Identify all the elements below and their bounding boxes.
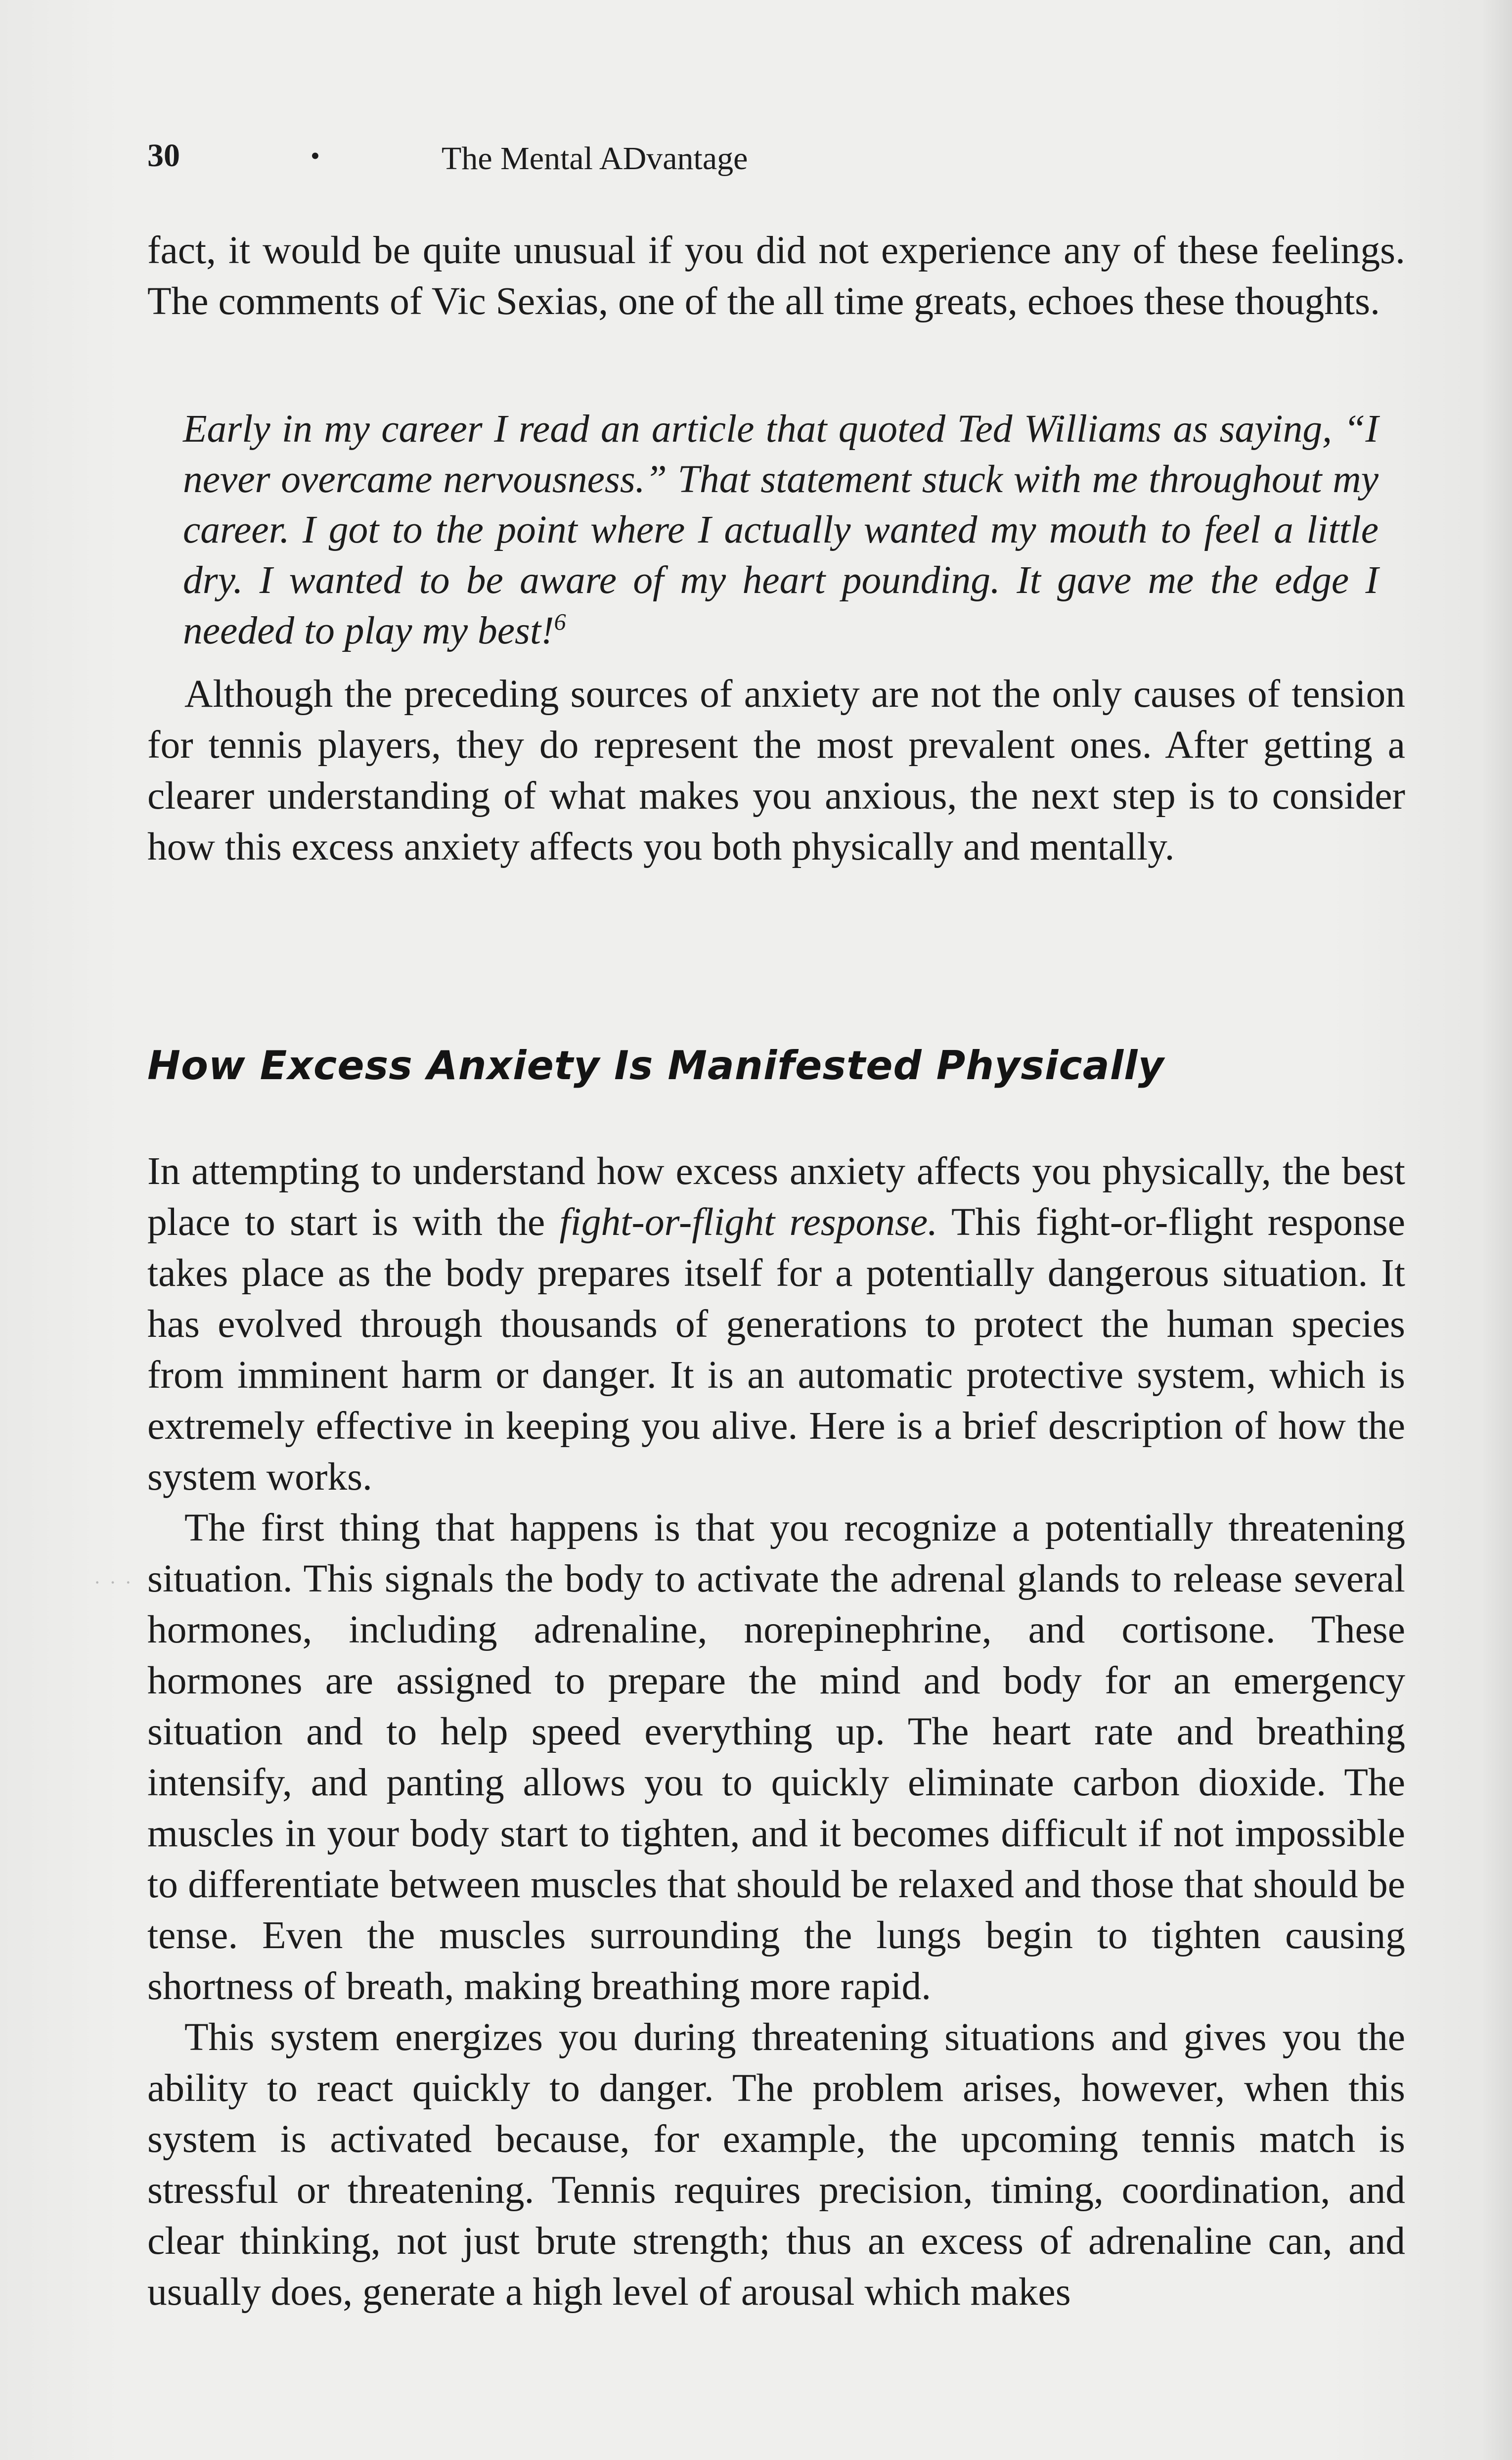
- running-head: [147, 134, 1334, 178]
- book-title: The Mental ADvantage: [442, 140, 748, 177]
- quote-text: [183, 404, 1379, 656]
- paragraph-fight-or-flight: [147, 1146, 1405, 1503]
- paragraph-text-part: In attempting to understand how excess anxiety affects you physically, the best place to start is with the: [147, 1149, 1405, 1244]
- section-heading: How Excess Anxiety Is Manifested Physically: [147, 1043, 1164, 1089]
- paragraph-text: Although the preceding sources of anxiety are not the only causes of tension for tennis players, they do represent the most prevalent ones. After getting a clearer understanding of what makes you anxious, the next step is to consider how this excess anxiety affects you both physically and mentally.: [147, 672, 1405, 868]
- quote-body: Early in my career I read an article that quoted Ted Williams as saying, “I never overcame nervousness.” That statement stuck with me throughout my career. I got to the point where I actually wanted my mouth to feel a little dry. I wanted to be aware of my heart pounding. It gave me the edge I needed to play my best!: [183, 407, 1379, 652]
- footnote-marker: 6: [554, 609, 566, 636]
- paragraph-hormones: The first thing that happens is that you recognize a potentially threatening situation. This signals the body to activate the adrenal glands to release several hormones, including adrenaline, norepinephrine, and cortisone. These hormones are assigned to prepare the mind and body for an emergency situation and to help speed everything up. The heart rate and breathing intensify, and panting allows you to quickly eliminate carbon dioxide. The muscles in your body start to tighten, and it becomes difficult if not impossible to differentiate between muscles that should be relaxed and those that should be tense. Even the muscles surrounding the lungs begin to tighten causing shortness of breath, making breathing more rapid.: [147, 1506, 1405, 2008]
- section-body: [147, 1146, 1405, 2318]
- paragraph-sources: [147, 669, 1405, 872]
- paragraph-text-part: This fight-or-flight response takes place as the body prepares itself for a potentially dangerous situation. It has evolved through thousands of generations to protect the human species from imminent harm or danger. It is an automatic protective system, which is extremely effective in keeping you alive. Here is a brief description of how the system works.: [147, 1200, 1405, 1499]
- paragraph-energizes: This system energizes you during threatening situations and gives you the ability to react quickly to danger. The problem arises, however, when this system is activated because, for example, the upcoming tennis match is stressful or threatening. Tennis requires precision, timing, coordination, and clear thinking, not just brute strength; thus an excess of adrenaline can, and usually does, generate a high level of arousal which makes: [147, 2015, 1405, 2314]
- page-gutter-shadow: [1482, 0, 1512, 2460]
- paragraph-continued: [147, 225, 1405, 327]
- paragraph-text: fact, it would be quite unusual if you did not experience any of these feelings. The comments of Vic Sexias, one of the all time greats, echoes these thoughts.: [147, 228, 1405, 323]
- block-quote: [183, 404, 1379, 656]
- page-number: 30: [147, 137, 180, 174]
- margin-smudge: · · ·: [94, 1571, 133, 1594]
- emphasis-term: fight-or-flight response.: [559, 1200, 938, 1244]
- header-bullet: •: [311, 141, 320, 171]
